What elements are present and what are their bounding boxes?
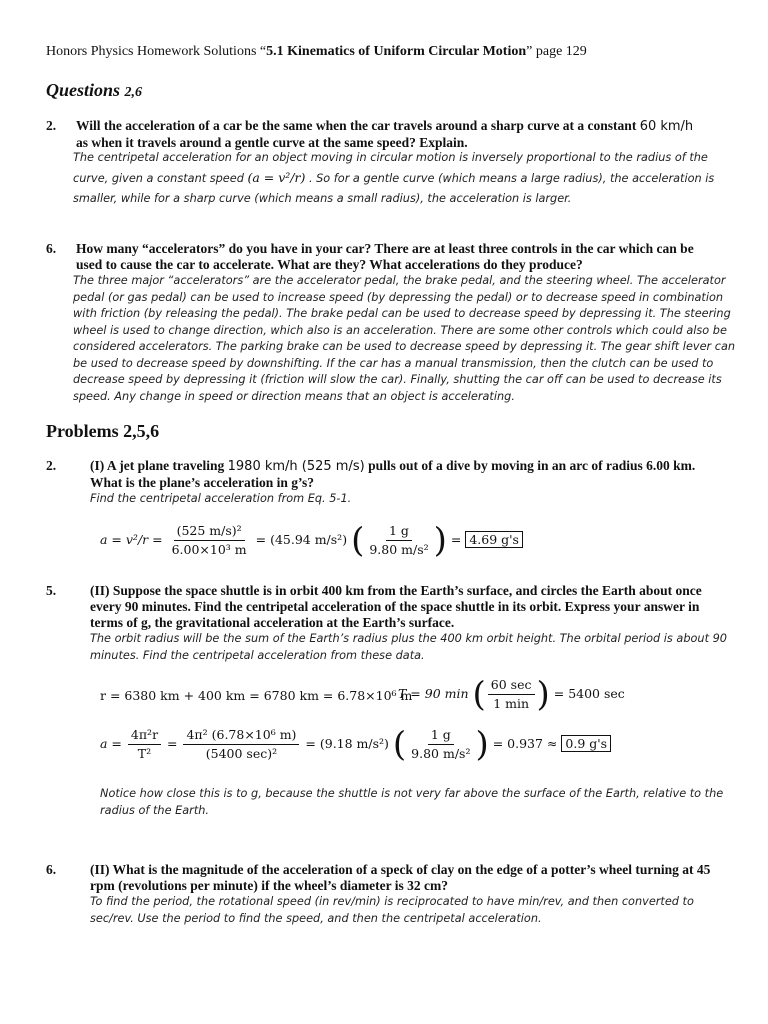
q6-question	[76, 241, 746, 273]
q6-answer	[73, 273, 743, 405]
questions-title: Questions	[46, 80, 121, 100]
p5-text-line: every 90 minutes. Find the centripetal acceleration of the space shuttle in its orbit. Express your answer in	[90, 599, 700, 614]
q2-answer-line: curve, given a constant speed	[73, 172, 244, 185]
header-suffix: ” page 129	[526, 44, 587, 59]
p2-eq-fraction: $\frac{\text{(525 m/s)²}}{\text{6.00×10³ m}}$	[171, 523, 247, 557]
q2-formula: (a = v²/r)	[247, 170, 306, 185]
q2-speed: 60 km/h	[639, 119, 694, 134]
p5-answer-line: minutes. Find the centripetal acceleration from these data.	[90, 648, 425, 662]
p6-text-line: rpm (revolutions per minute) if the wheel’s diameter is 32 cm?	[90, 878, 448, 893]
p6-answer-line: sec/rev. Use the period to find the speed, and then the centripetal acceleration.	[90, 911, 542, 925]
q6-answer-line: The three major “accelerators” are the accelerator pedal, the brake pedal, and the steering wheel. The accelerator	[73, 274, 726, 287]
p2-eq-mid: = (45.94 m/s²)	[255, 532, 348, 547]
p5-question	[90, 583, 740, 631]
p5-number: 5.	[46, 583, 57, 598]
p2-text-3: What is the plane’s acceleration in g’s?	[90, 475, 314, 490]
q6-answer-line: decrease speed by depressing it (friction will slow the car). Finally, shutting the car off can be used to decrease its	[73, 373, 722, 386]
q6-answer-line: speed. Any change in speed or direction means that an object is accelerating.	[73, 389, 515, 403]
q2-question	[76, 118, 736, 151]
header-topic: 5.1 Kinematics of Uniform Circular Motion	[266, 44, 527, 59]
p2-eq-lhs: a = v²/r =	[100, 532, 163, 547]
p6-answer	[90, 894, 740, 927]
q6-answer-line: be used to decrease speed by downshifting. If the car has a manual transmission, then the clutch can be used to	[73, 356, 714, 370]
p5-note-line: radius of the Earth.	[100, 803, 210, 817]
p2-speed: 1980 km/h (525 m/s)	[227, 459, 365, 474]
p2-text-1: (I) A jet plane traveling	[90, 458, 225, 473]
p5-answer-line: The orbit radius will be the sum of the Earth’s radius plus the 400 km orbit height. The orbital period is about 90	[90, 632, 727, 645]
questions-nums: 2,6	[124, 85, 143, 100]
q2-answer-line: smaller, while for a sharp curve (which means a small radius), the acceleration is larger.	[73, 192, 572, 205]
q2-number: 2.	[46, 118, 57, 133]
p2-answer: Find the centripetal acceleration from Eq. 5-1.	[90, 492, 352, 505]
p2-result: 4.69 g's	[465, 531, 523, 548]
p5-answer	[90, 631, 740, 664]
page-header	[46, 44, 587, 60]
q6-answer-line: with friction (by releasing the pedal). The brake pedal can be used to decrease speed by depressing it. The steering	[73, 307, 731, 320]
p2-question	[90, 458, 740, 491]
header-prefix: Honors Physics Homework Solutions “	[46, 44, 267, 59]
p6-text-line: (II) What is the magnitude of the acceleration of a speck of clay on the edge of a potter’s wheel turning at 45	[90, 862, 711, 877]
p6-question	[90, 862, 740, 894]
q2-answer-line: The centripetal acceleration for an object moving in circular motion is inversely proportional to the radius of the	[73, 151, 708, 164]
p6-number: 6.	[46, 862, 57, 877]
q6-text-line: How many “accelerators” do you have in your car? There are at least three controls in the car which can be	[76, 241, 694, 256]
p2-text-2: pulls out of a dive by moving in an arc of radius 6.00 km.	[368, 458, 696, 473]
q2-answer-line: . So for a gentle curve (which means a large radius), the acceleration is	[308, 172, 715, 185]
p5-eq-acceleration: a = $\frac{\text{4π²r}}{\text{T²}}$ = $\frac{\text{4π² (6.78×10⁶ m)}}{\text{(5400 sec)²}}$ = (9.18 m/s²) ( $\frac{1 g}{\text{9.80 m/s²}}$ ) = 0.937 ≈ 0.9 g's	[100, 726, 611, 763]
q2-text-2: as when it travels around a gentle curve at the same speed? Explain.	[76, 135, 468, 150]
problems-heading: Problems 2,5,6	[46, 421, 160, 441]
q6-number: 6.	[46, 241, 57, 256]
p2-equation: a = v²/r = $\frac{\text{(525 m/s)²}}{\text{6.00×10³ m}}$ = (45.94 m/s²) ( $\frac{1 g}{\text{9.80 m/s²}}$ ) = 4.69 g's	[100, 522, 523, 559]
q6-answer-line: wheel is used to change direction, which also is an acceleration. There are some other controls which could also be	[73, 323, 727, 337]
p6-answer-line: To find the period, the rotational speed (in rev/min) is reciprocated to have min/rev, and then converted to	[90, 895, 694, 908]
p5-text-line: (II) Suppose the space shuttle is in orbit 400 km from the Earth’s surface, and circles the Earth about once	[90, 583, 702, 598]
p5-text-line: terms of g, the gravitational acceleration at the Earth’s surface.	[90, 615, 455, 630]
p5-note	[100, 786, 740, 819]
p5-eq-period: T = 90 min ( $\frac{60 \sec}{1 \min}$ ) = 5400 sec	[398, 674, 625, 715]
p2-eq-conversion: $\frac{1 g}{\text{9.80 m/s²}}$	[369, 523, 429, 557]
p5-note-line: Notice how close this is to g, because the shuttle is not very far above the surface of the Earth, relative to the	[100, 787, 724, 800]
q6-answer-line: considered accelerators. The parking brake can be used to decrease speed by depressing it. The gear shift lever can	[73, 340, 736, 353]
q6-answer-line: pedal (or gas pedal) can be used to increase speed (by depressing the pedal) or to decrease speed in combination	[73, 290, 724, 304]
p5-result: 0.9 g's	[561, 735, 611, 752]
p5-eq-radius: r = 6380 km + 400 km = 6780 km = 6.78×10⁶ m	[100, 688, 413, 703]
questions-heading	[46, 80, 142, 101]
p2-number: 2.	[46, 458, 57, 473]
q6-text-line: used to cause the car to accelerate. What are they? What accelerations do they produce?	[76, 257, 583, 272]
q2-text-1: Will the acceleration of a car be the same when the car travels around a sharp curve at a constant	[76, 118, 637, 133]
q2-answer	[73, 148, 733, 209]
